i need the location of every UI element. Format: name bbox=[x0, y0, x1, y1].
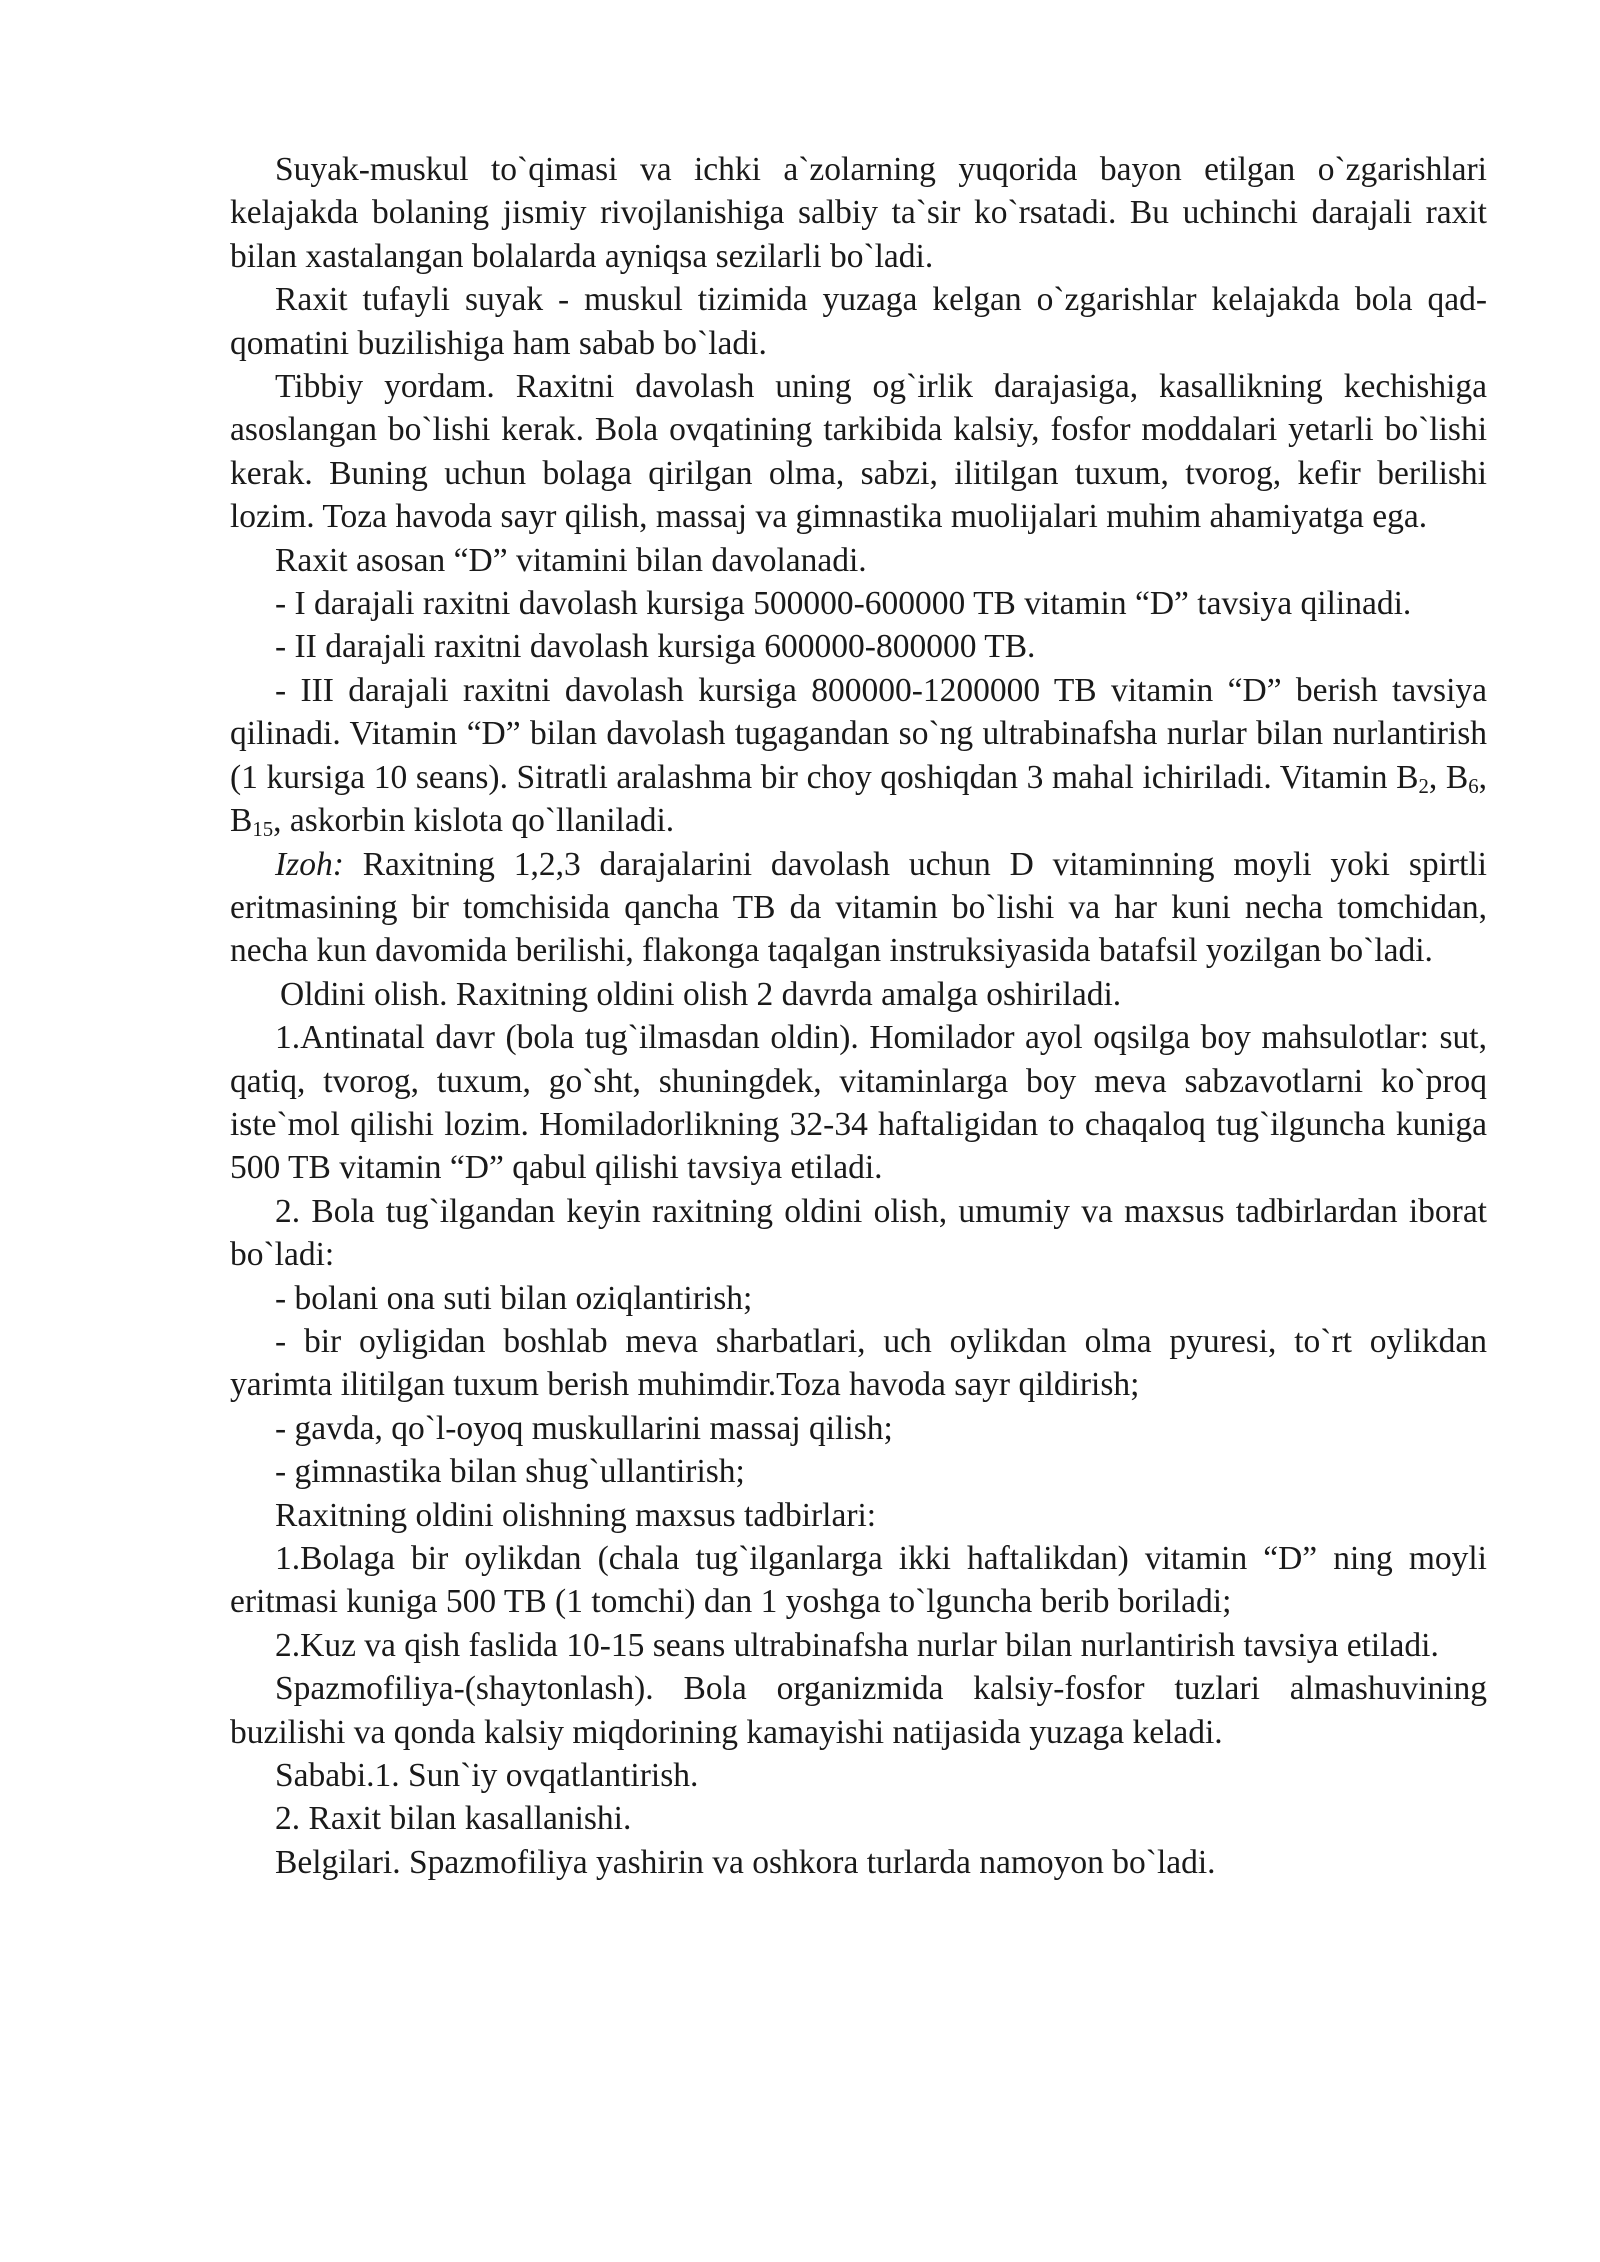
paragraph-antinatal bbox=[230, 1016, 1487, 1190]
paragraph-1-text: Suyak-muskul to`qimasi va ichki a`zolarning yuqorida bayon etilgan o`zgarishlari kelajakda bolaning jismiy rivojlanishiga salbiy ta`sir ko`rsatadi. Bu uchinchi darajali raxit bilan xastalangan bolalarda ayniqsa sezilarli bo`ladi. bbox=[230, 151, 1487, 275]
paragraph-2-text: Raxit tufayli suyak - muskul tizimida yuzaga kelgan o`zgarishlar kelajakda bola qad-qomatini buzilishiga ham sabab bo`ladi. bbox=[230, 281, 1487, 362]
list-item-degree-2-text: - II darajali raxitni davolash kursiga 600000-800000 TB. bbox=[275, 628, 1036, 666]
list-item-juices-text: - bir oyligidan boshlab meva sharbatlari, uch oylikdan olma pyuresi, to`rt oylikdan yarimta ilitilgan tuxum berish muhimdir.Toza havoda sayr qildirish; bbox=[230, 1322, 1487, 1404]
subscript-b6: 6 bbox=[1468, 774, 1479, 798]
list-item-degree-1-text: - I darajali raxitni davolash kursiga 500000-600000 TB vitamin “D” tavsiya qilinadi. bbox=[275, 585, 1412, 623]
list-item-degree-1 bbox=[230, 582, 1487, 625]
list-item-massage-text: - gavda, qo`l-oyoq muskullarini massaj qilish; bbox=[275, 1409, 893, 1447]
paragraph-4-text: Raxit asosan “D” vitamini bilan davolanadi. bbox=[275, 541, 867, 579]
paragraph-oldini-olish-text: Oldini olish. Raxitning oldini olish 2 davrda amalga oshiriladi. bbox=[280, 975, 1122, 1013]
paragraph-spazmofiliya bbox=[230, 1667, 1487, 1754]
paragraph-special-measures-text: Raxitning oldini olishning maxsus tadbirlari: bbox=[275, 1496, 877, 1534]
list-item-juices bbox=[230, 1320, 1487, 1407]
list-item-ultraviolet-text: 2.Kuz va qish faslida 10-15 seans ultrabinafsha nurlar bilan nurlantirish tavsiya etiladi. bbox=[275, 1626, 1439, 1664]
paragraph-sababi bbox=[230, 1754, 1487, 1797]
paragraph-3-text: Tibbiy yordam. Raxitni davolash uning og`irlik darajasiga, kasallikning kechishiga asoslangan bo`lishi kerak. Bola ovqatining tarkibida kalsiy, fosfor moddalari yetarli bo`lishi kerak. Buning uchun bolaga qirilgan olma, sabzi, ilitilgan tuxum, tvorog, kefir berilishi lozim. Toza havoda sayr qilish, massaj va gimnastika muolijalari muhim ahamiyatga ega. bbox=[230, 368, 1487, 536]
list-item-gymnastics-text: - gimnastika bilan shug`ullantirish; bbox=[275, 1453, 745, 1491]
list-item-degree-3-text-c: , B bbox=[230, 758, 1487, 840]
paragraph-postnatal bbox=[230, 1190, 1487, 1277]
list-item-breastfeeding bbox=[230, 1277, 1487, 1320]
list-item-massage bbox=[230, 1407, 1487, 1450]
document-page bbox=[230, 148, 1487, 1884]
izoh-label: Izoh: bbox=[275, 845, 344, 883]
list-item-vitamin-d bbox=[230, 1537, 1487, 1624]
paragraph-oldini-olish bbox=[230, 973, 1487, 1016]
paragraph-postnatal-text: 2. Bola tug`ilgandan keyin raxitning oldini olish, umumiy va maxsus tadbirlardan iborat bo`ladi: bbox=[230, 1192, 1487, 1274]
paragraph-spazmofiliya-text: Spazmofiliya-(shaytonlash). Bola organizmida kalsiy-fosfor tuzlari almashuvining buzilishi va qonda kalsiy miqdorining kamayishi natijasida yuzaga keladi. bbox=[230, 1670, 1487, 1751]
paragraph-izoh bbox=[230, 843, 1487, 973]
paragraph-antinatal-text: 1.Antinatal davr (bola tug`ilmasdan oldin). Homilador ayol oqsilga boy mahsulotlar: sut, qatiq, tvorog, tuxum, go`sht, shuningdek, vitaminlarga boy meva sabzavotlarni ko`proq iste`mol qilishi lozim. Homiladorlikning 32-34 haftaligidan to chaqaloq tug`ilguncha kuniga 500 TB vitamin “D” qabul qilishi tavsiya etiladi. bbox=[230, 1019, 1487, 1187]
list-item-ultraviolet bbox=[230, 1624, 1487, 1667]
paragraph-2 bbox=[230, 278, 1487, 365]
list-item-degree-2 bbox=[230, 625, 1487, 668]
paragraph-tibbiy-yordam bbox=[230, 365, 1487, 539]
paragraph-izoh-text: Raxitning 1,2,3 darajalarini davolash uchun D vitaminning moyli yoki spirtli eritmasining bir tomchisida qancha TB da vitamin bo`lishi va har kuni necha tomchidan, necha kun davomida berilishi, flakonga taqalgan instruksiyasida batafsil yozilgan bo`ladi. bbox=[230, 845, 1487, 970]
paragraph-1 bbox=[230, 148, 1487, 278]
subscript-b2: 2 bbox=[1418, 774, 1429, 798]
list-item-degree-3-text-a: - III darajali raxitni davolash kursiga 800000-1200000 TB vitamin “D” berish tavsiya qilinadi. Vitamin “D” bilan davolash tugagandan so`ng ultrabinafsha nurlar bilan nurlantirish (1 kursiga 10 seans). Sitratli aralashma bir choy qoshiqdan 3 mahal ichiriladi. Vitamin B bbox=[230, 671, 1487, 796]
subscript-b15: 15 bbox=[252, 818, 274, 842]
paragraph-cause-2-text: 2. Raxit bilan kasallanishi. bbox=[275, 1800, 632, 1838]
paragraph-sababi-text: Sababi.1. Sun`iy ovqatlantirish. bbox=[275, 1757, 699, 1795]
paragraph-belgilari-text: Belgilari. Spazmofiliya yashirin va oshkora turlarda namoyon bo`ladi. bbox=[275, 1843, 1216, 1881]
list-item-degree-3-text-b: , B bbox=[1428, 758, 1469, 796]
list-item-gymnastics bbox=[230, 1450, 1487, 1493]
paragraph-cause-2 bbox=[230, 1797, 1487, 1840]
list-item-breastfeeding-text: - bolani ona suti bilan oziqlantirish; bbox=[275, 1279, 753, 1317]
list-item-degree-3-text-d: , askorbin kislota qo`llaniladi. bbox=[273, 802, 675, 840]
list-item-degree-3 bbox=[230, 669, 1487, 843]
paragraph-4 bbox=[230, 539, 1487, 582]
list-item-vitamin-d-text: 1.Bolaga bir oylikdan (chala tug`ilganlarga ikki haftalikdan) vitamin “D” ning moyli eritmasi kuniga 500 TB (1 tomchi) dan 1 yoshga to`lguncha berib boriladi; bbox=[230, 1540, 1487, 1621]
paragraph-belgilari bbox=[230, 1841, 1487, 1884]
paragraph-special-measures bbox=[230, 1494, 1487, 1537]
